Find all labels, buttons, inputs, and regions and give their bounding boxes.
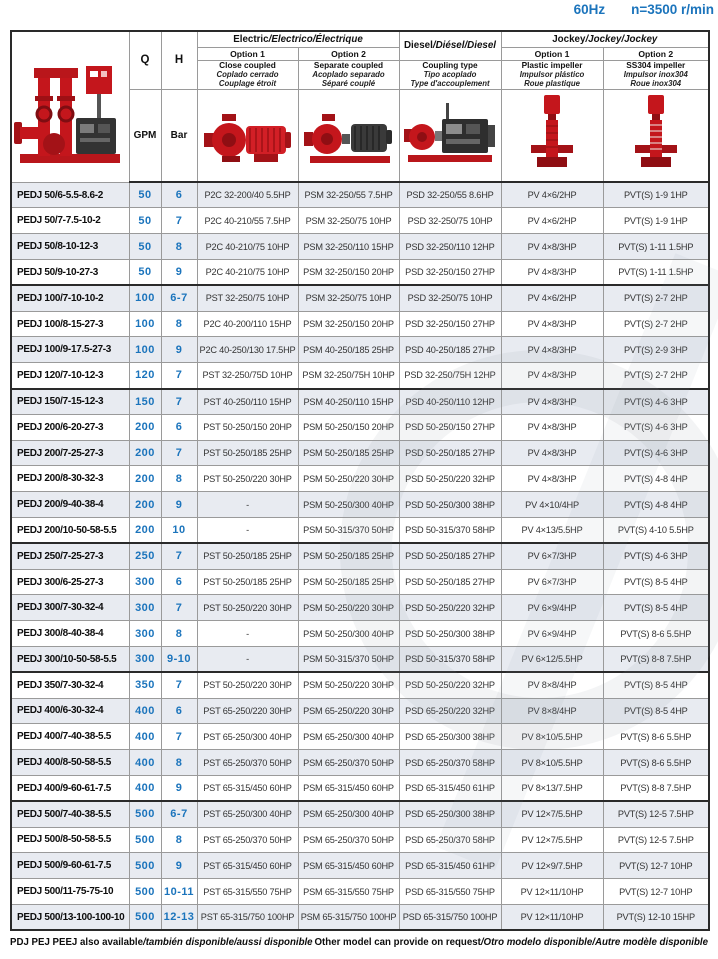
model-cell: PEDJ 500/7-40-38-5.5 [11, 801, 129, 827]
e2-cell: PSM 65-250/370 50HP [298, 750, 399, 776]
table-row [11, 595, 709, 621]
d-cell: PSD 65-315/550 75HP [399, 879, 501, 905]
j1-cell: PV 4×6/2HP [501, 182, 603, 208]
close-coupled-pump-image [197, 89, 298, 182]
spec-table-body [11, 182, 709, 930]
d-cell: PSD 65-315/450 61HP [399, 775, 501, 801]
h-cell: 8 [161, 466, 197, 492]
e1-cell: PST 50-250/185 25HP [197, 440, 298, 466]
q-cell: 400 [129, 724, 161, 750]
j1-cell: PV 6×9/4HP [501, 595, 603, 621]
table-row [11, 234, 709, 260]
h-cell: 9-10 [161, 647, 197, 673]
e2-cell: PSM 50-250/220 30HP [298, 466, 399, 492]
j1-cell: PV 12×9/7.5HP [501, 853, 603, 879]
h-cell: 8 [161, 750, 197, 776]
q-cell: 500 [129, 853, 161, 879]
e1-cell: PST 50-250/185 25HP [197, 569, 298, 595]
d-cell: PSD 50-250/300 38HP [399, 492, 501, 518]
j2-cell: PVT(S) 8-8 7.5HP [603, 775, 709, 801]
e1-cell: PST 40-250/110 15HP [197, 389, 298, 415]
d-cell: PSD 50-250/220 32HP [399, 466, 501, 492]
j1-cell: PV 4×8/3HP [501, 466, 603, 492]
j2-cell: PVT(S) 1-9 1HP [603, 208, 709, 234]
table-row [11, 853, 709, 879]
e1-cell: PST 50-250/220 30HP [197, 466, 298, 492]
gpm-unit-header: GPM [129, 89, 161, 182]
j2-cell: PVT(S) 1-11 1.5HP [603, 234, 709, 260]
diesel-coupled-pump-image [399, 89, 501, 182]
j2-cell: PVT(S) 4-6 3HP [603, 543, 709, 569]
e1-cell: P2C 40-250/130 17.5HP [197, 337, 298, 363]
j2-cell: PVT(S) 8-6 5.5HP [603, 750, 709, 776]
d-cell: PSD 65-250/300 38HP [399, 801, 501, 827]
j2-cell: PVT(S) 12-7 10HP [603, 879, 709, 905]
d-cell: PSD 32-250/150 27HP [399, 311, 501, 337]
q-cell: 500 [129, 801, 161, 827]
j1-cell: PV 12×11/10HP [501, 904, 603, 930]
j2-cell: PVT(S) 1-9 1HP [603, 182, 709, 208]
table-row [11, 260, 709, 286]
model-cell: PEDJ 300/10-50-58-5.5 [11, 647, 129, 673]
e1-cell: PST 65-250/370 50HP [197, 827, 298, 853]
h-cell: 7 [161, 389, 197, 415]
e2-cell: PSM 32-250/75H 10HP [298, 363, 399, 389]
e2-cell: PSM 65-315/750 100HP [298, 904, 399, 930]
j1-cell: PV 4×8/3HP [501, 414, 603, 440]
j1-cell: PV 4×8/3HP [501, 363, 603, 389]
e1-cell: PST 50-250/220 30HP [197, 595, 298, 621]
h-cell: 7 [161, 724, 197, 750]
h-cell: 7 [161, 595, 197, 621]
j1-cell: PV 4×6/2HP [501, 208, 603, 234]
model-cell: PEDJ 250/7-25-27-3 [11, 543, 129, 569]
d-cell: PSD 40-250/185 27HP [399, 337, 501, 363]
h-cell: 6 [161, 569, 197, 595]
e2-cell: PSM 32-250/75 10HP [298, 208, 399, 234]
q-cell: 500 [129, 904, 161, 930]
e1-cell: PST 65-315/550 75HP [197, 879, 298, 905]
table-row [11, 801, 709, 827]
model-cell: PEDJ 50/6-5.5-8.6-2 [11, 182, 129, 208]
model-cell: PEDJ 300/7-30-32-4 [11, 595, 129, 621]
j1-cell: PV 6×7/3HP [501, 569, 603, 595]
e2-cell: PSM 50-315/370 50HP [298, 647, 399, 673]
q-column-header: Q [129, 31, 161, 89]
j1-cell: PV 6×9/4HP [501, 621, 603, 647]
e2-cell: PSM 32-250/55 7.5HP [298, 182, 399, 208]
j1-cell: PV 4×8/3HP [501, 389, 603, 415]
table-row [11, 724, 709, 750]
e1-cell: P2C 40-210/75 10HP [197, 260, 298, 286]
model-cell: PEDJ 50/9-10-27-3 [11, 260, 129, 286]
h-cell: 8 [161, 234, 197, 260]
q-cell: 400 [129, 775, 161, 801]
e1-cell: - [197, 518, 298, 544]
jockey-option2-header: Option 2 [603, 47, 709, 60]
e2-cell: PSM 65-315/550 75HP [298, 879, 399, 905]
table-row [11, 466, 709, 492]
e2-cell: PSM 32-250/110 15HP [298, 234, 399, 260]
e2-cell: PSM 65-250/220 30HP [298, 698, 399, 724]
jockey-option2-desc: SS304 impeller Impulsor inox304 Roue inox304 [603, 60, 709, 89]
j2-cell: PVT(S) 8-8 7.5HP [603, 647, 709, 673]
d-cell: PSD 32-250/75H 12HP [399, 363, 501, 389]
e2-cell: PSM 65-315/450 60HP [298, 853, 399, 879]
h-cell: 6 [161, 698, 197, 724]
table-row [11, 492, 709, 518]
h-column-header: H [161, 31, 197, 89]
model-cell: PEDJ 150/7-15-12-3 [11, 389, 129, 415]
jockey-ss304-pump-image [603, 89, 709, 182]
e1-cell: P2C 40-210/55 7.5HP [197, 208, 298, 234]
e1-cell: PST 65-315/450 60HP [197, 775, 298, 801]
table-row [11, 285, 709, 311]
d-cell: PSD 32-250/110 12HP [399, 234, 501, 260]
model-cell: PEDJ 400/8-50-58-5.5 [11, 750, 129, 776]
e2-cell: PSM 50-250/185 25HP [298, 440, 399, 466]
q-cell: 100 [129, 337, 161, 363]
j2-cell: PVT(S) 2-7 2HP [603, 311, 709, 337]
j2-cell: PVT(S) 4-6 3HP [603, 389, 709, 415]
diesel-coupled-pump-graphic [402, 99, 498, 171]
model-cell: PEDJ 100/8-15-27-3 [11, 311, 129, 337]
d-cell: PSD 32-250/75 10HP [399, 285, 501, 311]
j1-cell: PV 8×10/5.5HP [501, 724, 603, 750]
d-cell: PSD 65-315/450 61HP [399, 853, 501, 879]
e2-cell: PSM 50-250/220 30HP [298, 595, 399, 621]
e1-cell: PST 50-250/185 25HP [197, 543, 298, 569]
model-cell: PEDJ 50/8-10-12-3 [11, 234, 129, 260]
table-row [11, 647, 709, 673]
h-cell: 12-13 [161, 904, 197, 930]
table-row [11, 543, 709, 569]
q-cell: 300 [129, 647, 161, 673]
model-cell: PEDJ 200/10-50-58-5.5 [11, 518, 129, 544]
table-row [11, 440, 709, 466]
q-cell: 200 [129, 440, 161, 466]
j1-cell: PV 4×8/3HP [501, 260, 603, 286]
q-cell: 400 [129, 698, 161, 724]
j1-cell: PV 8×10/5.5HP [501, 750, 603, 776]
e2-cell: PSM 32-250/150 20HP [298, 311, 399, 337]
e2-cell: PSM 65-250/370 50HP [298, 827, 399, 853]
model-cell: PEDJ 100/9-17.5-27-3 [11, 337, 129, 363]
table-row [11, 208, 709, 234]
h-cell: 9 [161, 775, 197, 801]
q-cell: 200 [129, 492, 161, 518]
h-cell: 7 [161, 543, 197, 569]
j2-cell: PVT(S) 4-8 4HP [603, 492, 709, 518]
model-cell: PEDJ 500/13-100-100-10 [11, 904, 129, 930]
d-cell: PSD 32-250/75 10HP [399, 208, 501, 234]
table-row [11, 518, 709, 544]
e1-cell: - [197, 647, 298, 673]
table-row [11, 414, 709, 440]
electric-option2-desc: Separate coupled Acoplado separado Séparé couplé [298, 60, 399, 89]
j1-cell: PV 4×8/3HP [501, 337, 603, 363]
pump-spec-table [10, 30, 710, 931]
j2-cell: PVT(S) 4-6 3HP [603, 414, 709, 440]
d-cell: PSD 50-315/370 58HP [399, 647, 501, 673]
j2-cell: PVT(S) 2-9 3HP [603, 337, 709, 363]
j2-cell: PVT(S) 4-10 5.5HP [603, 518, 709, 544]
e1-cell: P2C 40-210/75 10HP [197, 234, 298, 260]
h-cell: 9 [161, 260, 197, 286]
model-cell: PEDJ 100/7-10-10-2 [11, 285, 129, 311]
model-cell: PEDJ 350/7-30-32-4 [11, 672, 129, 698]
h-cell: 10-11 [161, 879, 197, 905]
h-cell: 8 [161, 827, 197, 853]
electric-group-header: Electric/Electrico/Électrique [197, 31, 399, 47]
table-row [11, 750, 709, 776]
e2-cell: PSM 50-250/185 25HP [298, 543, 399, 569]
e2-cell: PSM 65-250/300 40HP [298, 724, 399, 750]
h-cell: 6-7 [161, 801, 197, 827]
model-cell: PEDJ 120/7-10-12-3 [11, 363, 129, 389]
j1-cell: PV 4×8/3HP [501, 440, 603, 466]
e1-cell: PST 65-315/450 60HP [197, 853, 298, 879]
q-cell: 500 [129, 879, 161, 905]
table-row [11, 311, 709, 337]
e1-cell: PST 32-250/75 10HP [197, 285, 298, 311]
j1-cell: PV 6×12/5.5HP [501, 647, 603, 673]
d-cell: PSD 65-250/370 58HP [399, 750, 501, 776]
j2-cell: PVT(S) 2-7 2HP [603, 363, 709, 389]
table-row [11, 569, 709, 595]
j2-cell: PVT(S) 8-6 5.5HP [603, 724, 709, 750]
q-cell: 200 [129, 414, 161, 440]
j1-cell: PV 8×8/4HP [501, 698, 603, 724]
j1-cell: PV 12×7/5.5HP [501, 801, 603, 827]
footer-note [10, 937, 708, 948]
spec-table-wrap [10, 30, 710, 931]
j2-cell: PVT(S) 4-6 3HP [603, 440, 709, 466]
d-cell: PSD 65-250/300 38HP [399, 724, 501, 750]
jockey-plastic-pump-graphic [523, 93, 581, 177]
h-cell: 8 [161, 621, 197, 647]
j2-cell: PVT(S) 2-7 2HP [603, 285, 709, 311]
model-cell: PEDJ 200/8-30-32-3 [11, 466, 129, 492]
d-cell: PSD 32-250/55 8.6HP [399, 182, 501, 208]
footer-right: Other model can provide on request/Otro modelo disponible/Autre modèle disponible [314, 937, 708, 948]
table-row [11, 879, 709, 905]
table-row [11, 337, 709, 363]
footer-left: PDJ PEJ PEEJ also available/también disponible/aussi disponible [10, 937, 313, 948]
h-cell: 6 [161, 182, 197, 208]
separate-coupled-pump-image [298, 89, 399, 182]
e2-cell: PSM 50-250/300 40HP [298, 492, 399, 518]
d-cell: PSD 32-250/150 27HP [399, 260, 501, 286]
e1-cell: PST 32-250/75D 10HP [197, 363, 298, 389]
j2-cell: PVT(S) 8-6 5.5HP [603, 621, 709, 647]
j1-cell: PV 6×7/3HP [501, 543, 603, 569]
e2-cell: PSM 50-250/185 25HP [298, 569, 399, 595]
model-cell: PEDJ 400/6-30-32-4 [11, 698, 129, 724]
q-cell: 150 [129, 389, 161, 415]
d-cell: PSD 40-250/110 12HP [399, 389, 501, 415]
e1-cell: PST 65-315/750 100HP [197, 904, 298, 930]
j1-cell: PV 4×13/5.5HP [501, 518, 603, 544]
table-row [11, 827, 709, 853]
h-cell: 9 [161, 337, 197, 363]
table-row [11, 621, 709, 647]
e1-cell: - [197, 621, 298, 647]
d-cell: PSD 50-250/185 27HP [399, 440, 501, 466]
h-cell: 10 [161, 518, 197, 544]
h-cell: 7 [161, 672, 197, 698]
e2-cell: PSM 65-315/450 60HP [298, 775, 399, 801]
table-row [11, 775, 709, 801]
page-title [574, 2, 714, 17]
h-cell: 7 [161, 363, 197, 389]
q-cell: 300 [129, 595, 161, 621]
e1-cell: P2C 40-200/110 15HP [197, 311, 298, 337]
table-row [11, 182, 709, 208]
d-cell: PSD 50-315/370 58HP [399, 518, 501, 544]
d-cell: PSD 50-250/300 38HP [399, 621, 501, 647]
model-cell: PEDJ 500/9-60-61-7.5 [11, 853, 129, 879]
q-cell: 50 [129, 260, 161, 286]
j2-cell: PVT(S) 8-5 4HP [603, 672, 709, 698]
q-cell: 500 [129, 827, 161, 853]
e2-cell: PSM 32-250/75 10HP [298, 285, 399, 311]
jockey-option1-desc: Plastic impeller Impulsor plástico Roue plastique [501, 60, 603, 89]
e2-cell: PSM 50-250/220 30HP [298, 672, 399, 698]
q-cell: 120 [129, 363, 161, 389]
e2-cell: PSM 40-250/185 25HP [298, 337, 399, 363]
h-cell: 6 [161, 414, 197, 440]
e2-cell: PSM 50-250/150 20HP [298, 414, 399, 440]
fire-pump-set-graphic [14, 34, 126, 179]
h-cell: 9 [161, 853, 197, 879]
h-cell: 9 [161, 492, 197, 518]
e2-cell: PSM 50-250/300 40HP [298, 621, 399, 647]
j2-cell: PVT(S) 8-5 4HP [603, 569, 709, 595]
model-cell: PEDJ 300/6-25-27-3 [11, 569, 129, 595]
q-cell: 300 [129, 569, 161, 595]
e1-cell: - [197, 492, 298, 518]
h-cell: 7 [161, 440, 197, 466]
e2-cell: PSM 32-250/150 20HP [298, 260, 399, 286]
e1-cell: PST 65-250/300 40HP [197, 801, 298, 827]
table-row [11, 363, 709, 389]
d-cell: PSD 50-250/185 27HP [399, 569, 501, 595]
electric-option1-header: Option 1 [197, 47, 298, 60]
frequency-label: 60Hz [573, 2, 606, 17]
d-cell: PSD 65-315/750 100HP [399, 904, 501, 930]
jockey-ss304-pump-graphic [627, 93, 685, 177]
jockey-group-header: Jockey/Jockey/Jockey [501, 31, 709, 47]
q-cell: 100 [129, 311, 161, 337]
model-cell: PEDJ 50/7-7.5-10-2 [11, 208, 129, 234]
j1-cell: PV 4×8/3HP [501, 234, 603, 260]
j1-cell: PV 12×11/10HP [501, 879, 603, 905]
j1-cell: PV 12×7/5.5HP [501, 827, 603, 853]
model-cell: PEDJ 400/7-40-38-5.5 [11, 724, 129, 750]
model-cell: PEDJ 200/9-40-38-4 [11, 492, 129, 518]
j1-cell: PV 4×8/3HP [501, 311, 603, 337]
model-cell: PEDJ 300/8-40-38-4 [11, 621, 129, 647]
j2-cell: PVT(S) 4-8 4HP [603, 466, 709, 492]
j2-cell: PVT(S) 12-10 15HP [603, 904, 709, 930]
diesel-desc: Coupling type Tipo acoplado Type d'accouplement [399, 60, 501, 89]
j1-cell: PV 8×8/4HP [501, 672, 603, 698]
d-cell: PSD 50-250/220 32HP [399, 672, 501, 698]
close-coupled-pump-graphic [202, 100, 294, 170]
model-cell: PEDJ 200/7-25-27-3 [11, 440, 129, 466]
table-row [11, 672, 709, 698]
q-cell: 250 [129, 543, 161, 569]
e1-cell: PST 65-250/220 30HP [197, 698, 298, 724]
h-cell: 8 [161, 311, 197, 337]
j2-cell: PVT(S) 8-5 4HP [603, 595, 709, 621]
h-cell: 6-7 [161, 285, 197, 311]
e1-cell: PST 65-250/370 50HP [197, 750, 298, 776]
d-cell: PSD 65-250/220 32HP [399, 698, 501, 724]
speed-label: n=3500 r/min [631, 2, 714, 17]
d-cell: PSD 65-250/370 58HP [399, 827, 501, 853]
q-cell: 350 [129, 672, 161, 698]
j2-cell: PVT(S) 1-11 1.5HP [603, 260, 709, 286]
j1-cell: PV 4×10/4HP [501, 492, 603, 518]
fire-pump-set-image [11, 31, 129, 182]
model-cell: PEDJ 500/11-75-75-10 [11, 879, 129, 905]
model-cell: PEDJ 500/8-50-58-5.5 [11, 827, 129, 853]
table-row [11, 904, 709, 930]
q-cell: 200 [129, 466, 161, 492]
e1-cell: P2C 32-200/40 5.5HP [197, 182, 298, 208]
q-cell: 50 [129, 182, 161, 208]
e1-cell: PST 50-250/150 20HP [197, 414, 298, 440]
j1-cell: PV 8×13/7.5HP [501, 775, 603, 801]
j2-cell: PVT(S) 12-5 7.5HP [603, 801, 709, 827]
e2-cell: PSM 40-250/110 15HP [298, 389, 399, 415]
jockey-plastic-pump-image [501, 89, 603, 182]
bar-unit-header: Bar [161, 89, 197, 182]
h-cell: 7 [161, 208, 197, 234]
electric-option2-header: Option 2 [298, 47, 399, 60]
j2-cell: PVT(S) 12-5 7.5HP [603, 827, 709, 853]
separate-coupled-pump-graphic [302, 100, 396, 170]
table-row [11, 389, 709, 415]
q-cell: 50 [129, 208, 161, 234]
j2-cell: PVT(S) 8-5 4HP [603, 698, 709, 724]
e2-cell: PSM 50-315/370 50HP [298, 518, 399, 544]
model-cell: PEDJ 200/6-20-27-3 [11, 414, 129, 440]
electric-option1-desc: Close coupled Coplado cerrado Couplage étroit [197, 60, 298, 89]
q-cell: 200 [129, 518, 161, 544]
d-cell: PSD 50-250/220 32HP [399, 595, 501, 621]
q-cell: 50 [129, 234, 161, 260]
q-cell: 300 [129, 621, 161, 647]
jockey-option1-header: Option 1 [501, 47, 603, 60]
e1-cell: PST 65-250/300 40HP [197, 724, 298, 750]
q-cell: 100 [129, 285, 161, 311]
j2-cell: PVT(S) 12-7 10HP [603, 853, 709, 879]
e2-cell: PSM 65-250/300 40HP [298, 801, 399, 827]
q-cell: 400 [129, 750, 161, 776]
diesel-group-header: Diesel/Diésel/Diesel [399, 31, 501, 60]
d-cell: PSD 50-250/185 27HP [399, 543, 501, 569]
d-cell: PSD 50-250/150 27HP [399, 414, 501, 440]
table-row [11, 698, 709, 724]
j1-cell: PV 4×6/2HP [501, 285, 603, 311]
model-cell: PEDJ 400/9-60-61-7.5 [11, 775, 129, 801]
e1-cell: PST 50-250/220 30HP [197, 672, 298, 698]
